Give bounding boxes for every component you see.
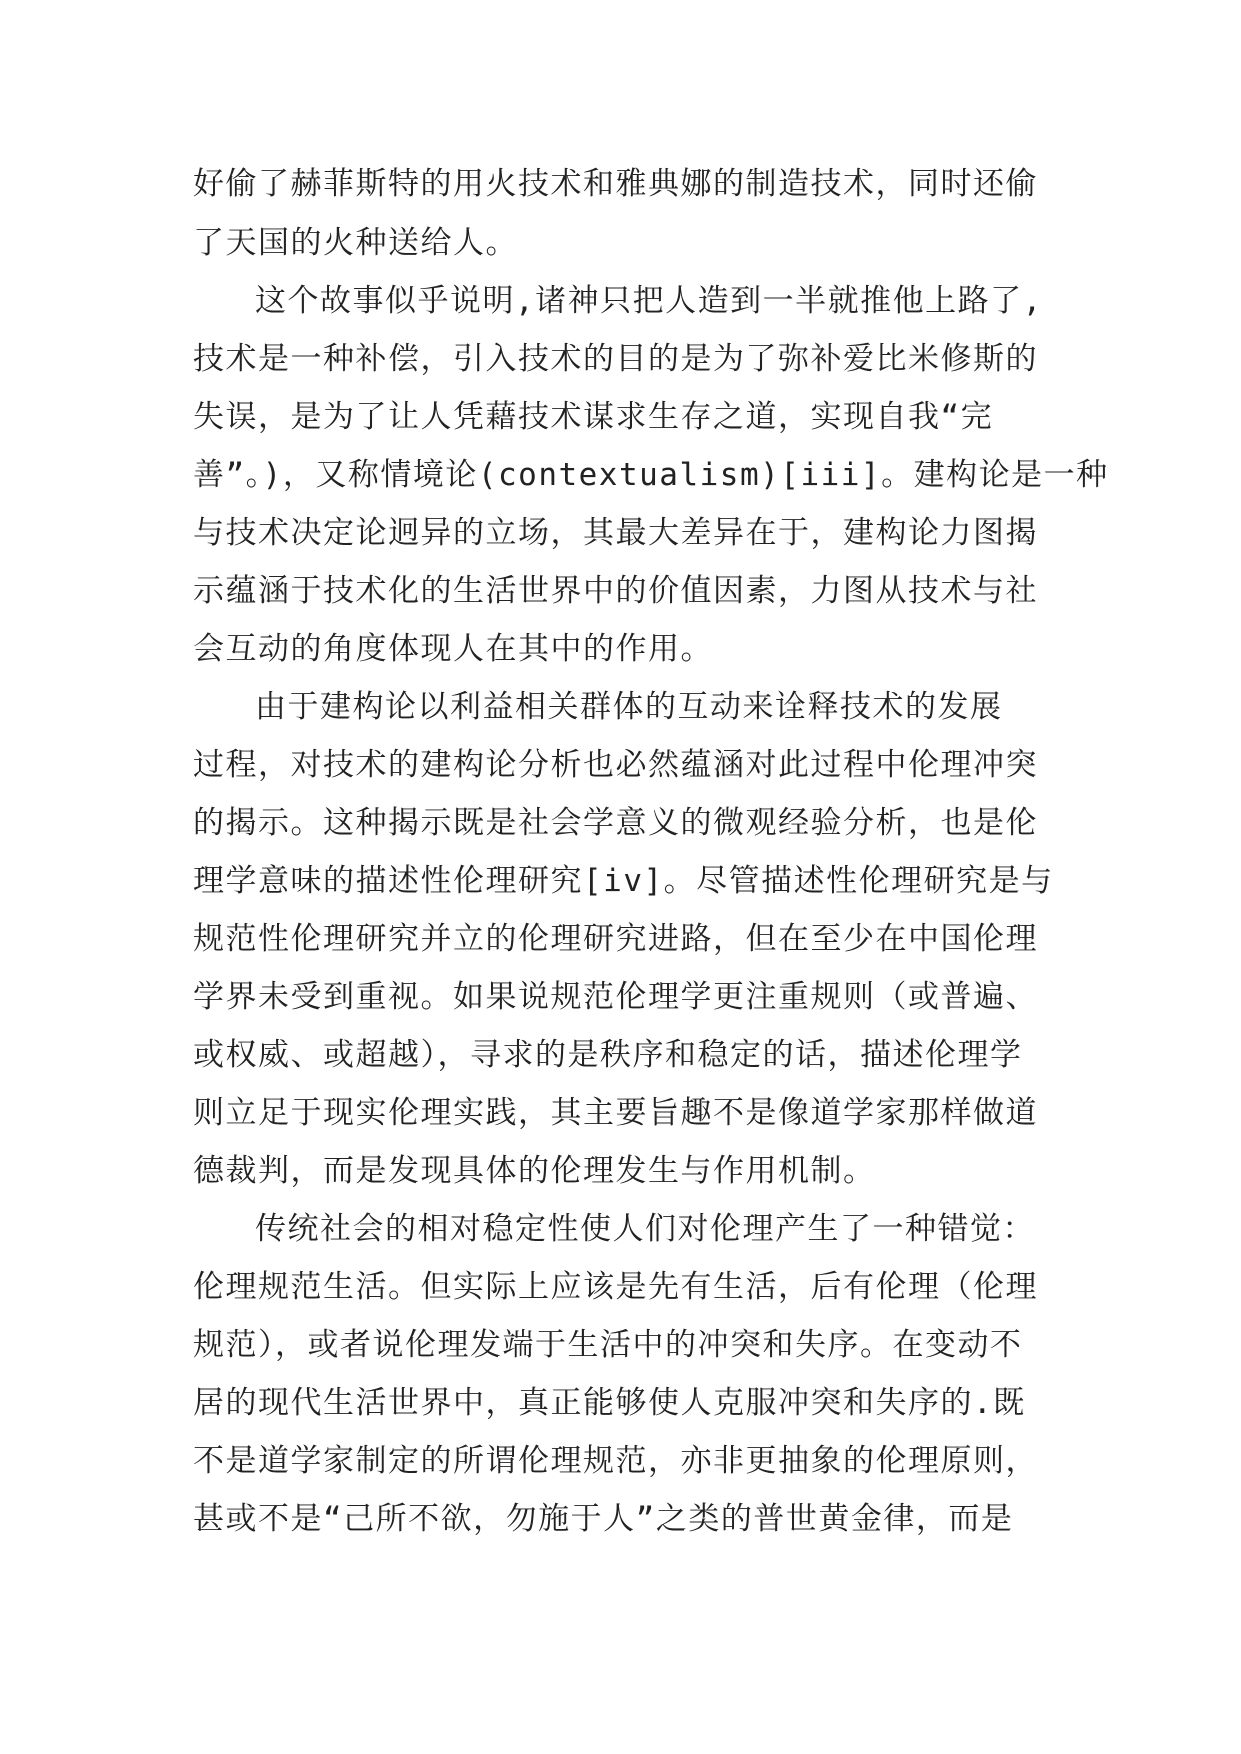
text-line: 规范性伦理研究并立的伦理研究进路，但在至少在中国伦理: [193, 921, 1038, 957]
text-line: 甚或不是“己所不欲，勿施于人”之类的普世黄金律，而是: [193, 1501, 1014, 1537]
paragraph-first-line: 传统社会的相对稳定性使人们对伦理产生了一种错觉：: [255, 1211, 1035, 1247]
text-line: 伦理规范生活。但实际上应该是先有生活，后有伦理（伦理: [193, 1269, 1038, 1305]
text-line: 规范），或者说伦理发端于生活中的冲突和失序。在变动不: [193, 1327, 1023, 1363]
text-line: 过程，对技术的建构论分析也必然蕴涵对此过程中伦理冲突: [193, 747, 1038, 783]
text-line: 学界未受到重视。如果说规范伦理学更注重规则（或普遍、: [193, 979, 1038, 1015]
text-line: 善”。)，又称情境论(contextualism)[iii]。建构论是一种: [193, 457, 1109, 493]
text-line: 或权威、或超越），寻求的是秩序和稳定的话，描述伦理学: [193, 1037, 1023, 1073]
text-line: 了天国的火种送给人。: [193, 225, 518, 261]
text-line: 居的现代生活世界中，真正能够使人克服冲突和失序的.既: [193, 1385, 1026, 1421]
text-line: 好偷了赫菲斯特的用火技术和雅典娜的制造技术，同时还偷: [193, 166, 1038, 202]
text-line: 理学意味的描述性伦理研究[iv]。尽管描述性伦理研究是与: [193, 863, 1054, 899]
text-line: 德裁判，而是发现具体的伦理发生与作用机制。: [193, 1153, 876, 1189]
text-line: 与技术决定论迥异的立场，其最大差异在于，建构论力图揭: [193, 515, 1038, 551]
text-line: 失误，是为了让人凭藉技术谋求生存之道，实现自我“完: [193, 399, 994, 435]
text-line: 的揭示。这种揭示既是社会学意义的微观经验分析，也是伦: [193, 805, 1038, 841]
paragraph-first-line: 由于建构论以利益相关群体的互动来诠释技术的发展: [255, 689, 1003, 725]
text-line: 则立足于现实伦理实践，其主要旨趣不是像道学家那样做道: [193, 1095, 1038, 1131]
text-line: 技术是一种补偿，引入技术的目的是为了弥补爱比米修斯的: [193, 341, 1038, 377]
text-line: 不是道学家制定的所谓伦理规范，亦非更抽象的伦理原则，: [193, 1443, 1038, 1479]
text-line: 会互动的角度体现人在其中的作用。: [193, 631, 713, 667]
text-line: 示蕴涵于技术化的生活世界中的价值因素，力图从技术与社: [193, 573, 1038, 609]
paragraph-first-line: 这个故事似乎说明,诸神只把人造到一半就推他上路了,: [255, 283, 1043, 319]
